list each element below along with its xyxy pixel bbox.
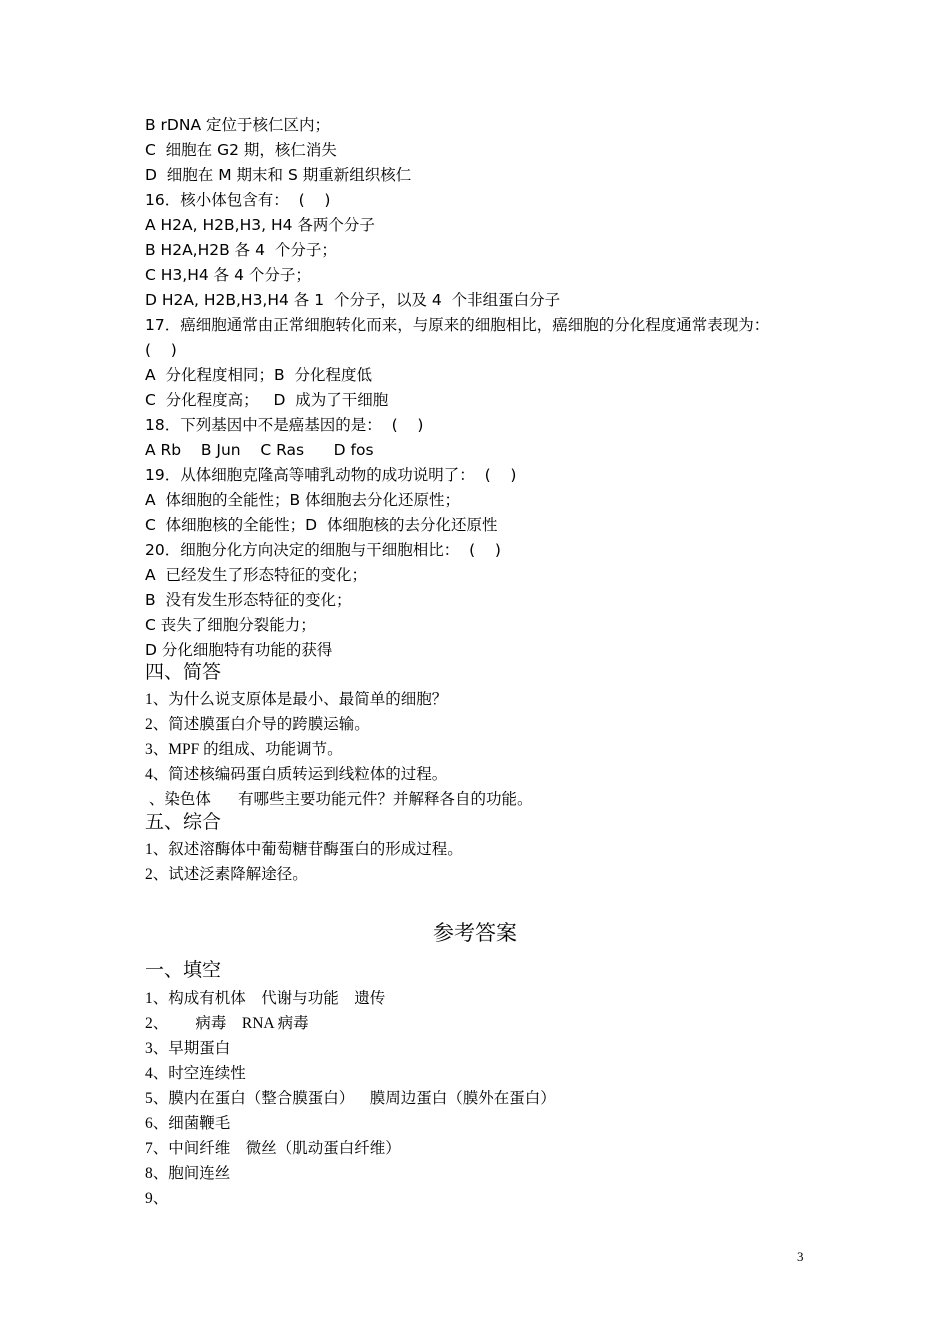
answer-item: 8、胞间连丝 bbox=[145, 1165, 231, 1182]
question-line: 16．核小体包含有： ( ) bbox=[145, 191, 331, 209]
question-line: D H2A, H2B,H3,H4 各 1 个分子，以及 4 个非组蛋白分子 bbox=[145, 291, 561, 309]
question-line: C H3,H4 各 4 个分子； bbox=[145, 266, 311, 284]
question-line: B rDNA 定位于核仁区内； bbox=[145, 116, 330, 134]
answer-key-title: 参考答案 bbox=[433, 921, 517, 945]
question-line: A 分化程度相同；B 分化程度低 bbox=[145, 366, 372, 384]
question-line: A H2A, H2B,H3, H4 各两个分子 bbox=[145, 216, 375, 234]
question-line: 19．从体细胞克隆高等哺乳动物的成功说明了： ( ) bbox=[145, 466, 517, 484]
page-number: 3 bbox=[797, 1249, 804, 1264]
answer-item: 3、早期蛋白 bbox=[145, 1040, 231, 1057]
question-line: 17．癌细胞通常由正常细胞转化而来，与原来的细胞相比，癌细胞的分化程度通常表现为： bbox=[145, 316, 770, 334]
comprehensive-item: 2、试述泛素降解途径。 bbox=[145, 866, 308, 883]
section-heading-short-answer: 四、简答 bbox=[145, 662, 222, 683]
question-line: B 没有发生形态特征的变化； bbox=[145, 591, 352, 609]
question-line: ( ) bbox=[145, 341, 177, 359]
answer-item: 1、构成有机体 代谢与功能 遗传 bbox=[145, 990, 386, 1007]
answer-item: 9、 bbox=[145, 1190, 169, 1207]
short-answer-item: 、染色体 有哪些主要功能元件？并解释各自的功能。 bbox=[145, 791, 533, 808]
answer-item: 5、膜内在蛋白（整合膜蛋白） 膜周边蛋白（膜外在蛋白） bbox=[145, 1090, 556, 1107]
question-line: C 丧失了细胞分裂能力； bbox=[145, 616, 316, 634]
question-line: C 体细胞核的全能性；D 体细胞核的去分化还原性 bbox=[145, 516, 498, 534]
question-line: C 分化程度高； D 成为了干细胞 bbox=[145, 391, 389, 409]
section-heading-comprehensive: 五、综合 bbox=[145, 812, 222, 833]
question-line: A 已经发生了形态特征的变化； bbox=[145, 566, 367, 584]
answer-item: 7、中间纤维 微丝（肌动蛋白纤维） bbox=[145, 1140, 401, 1157]
short-answer-item: 2、简述膜蛋白介导的跨膜运输。 bbox=[145, 716, 370, 733]
section-heading-fill-blank: 一、填空 bbox=[145, 960, 222, 981]
short-answer-item: 4、简述核编码蛋白质转运到线粒体的过程。 bbox=[145, 766, 448, 783]
answer-item: 4、时空连续性 bbox=[145, 1065, 246, 1082]
short-answer-item: 1、为什么说支原体是最小、最简单的细胞？ bbox=[145, 691, 448, 708]
answer-item: 2、 病毒 RNA 病毒 bbox=[145, 1015, 309, 1032]
question-line: D 分化细胞特有功能的获得 bbox=[145, 641, 333, 659]
question-line: B H2A,H2B 各 4 个分子； bbox=[145, 241, 337, 259]
question-line: D 细胞在 M 期末和 S 期重新组织核仁 bbox=[145, 166, 412, 184]
question-line: A 体细胞的全能性；B 体细胞去分化还原性； bbox=[145, 491, 461, 509]
question-line: C 细胞在 G2 期，核仁消失 bbox=[145, 141, 337, 159]
question-line: A Rb B Jun C Ras D fos bbox=[145, 441, 374, 459]
short-answer-item: 3、MPF 的组成、功能调节。 bbox=[145, 741, 343, 758]
question-line: 18．下列基因中不是癌基因的是： ( ) bbox=[145, 416, 424, 434]
question-line: 20．细胞分化方向决定的细胞与干细胞相比： ( ) bbox=[145, 541, 501, 559]
answer-item: 6、细菌鞭毛 bbox=[145, 1115, 231, 1132]
comprehensive-item: 1、叙述溶酶体中葡萄糖苷酶蛋白的形成过程。 bbox=[145, 841, 463, 858]
